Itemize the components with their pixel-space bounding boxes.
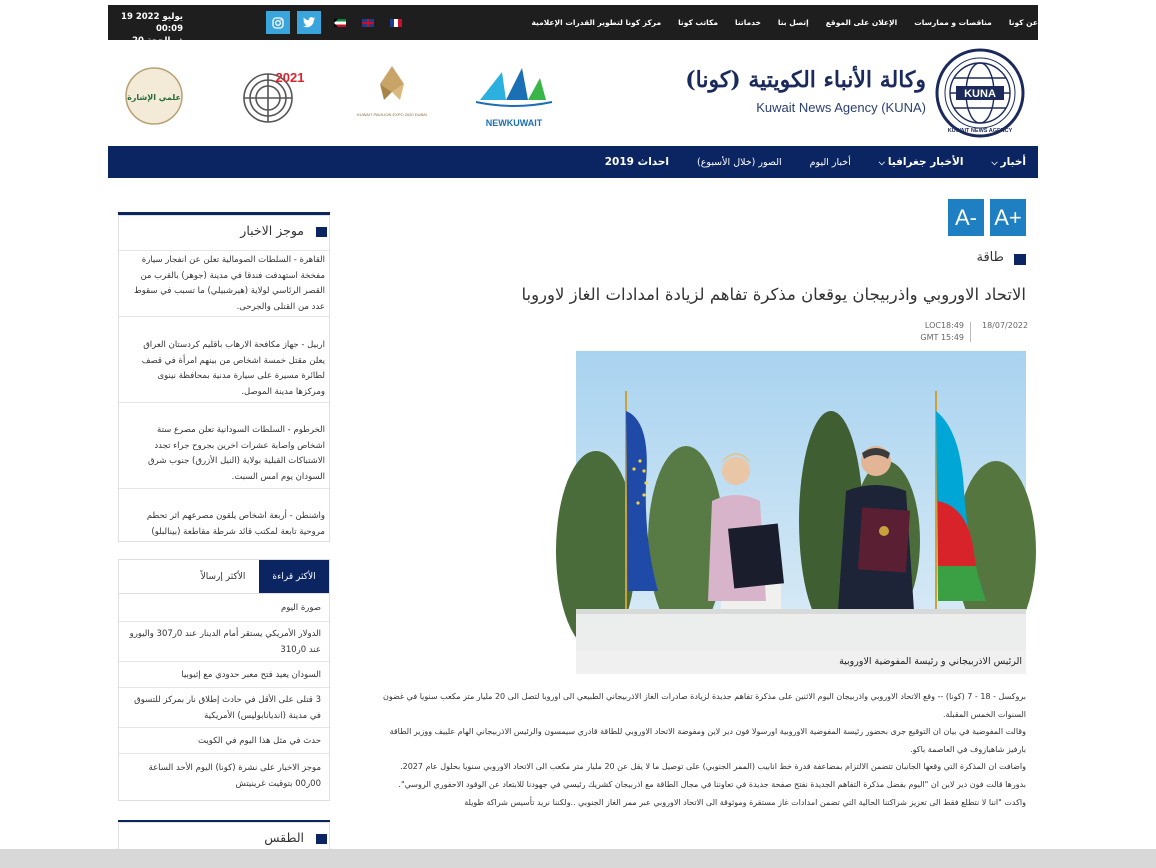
tab-most-read[interactable]: الأكثر قراءة (259, 560, 329, 594)
flag-kuwait-icon[interactable] (334, 19, 346, 27)
trending-list (118, 593, 330, 801)
brief-item[interactable]: واشنطن - أربعة اشخاص يلقون مصرعهم اثر تحطم مروحية تابعة لمكتب قائد شرطة مقاطعة (بينالبلو) (146, 511, 325, 537)
horizontal-scrollbar[interactable] (0, 849, 1156, 868)
chevron-down-icon: ⌵ (878, 158, 885, 167)
expo-text: KUWAIT PAVILION EXPO 2020 DUBAI (357, 112, 427, 117)
divider (119, 488, 329, 489)
2021-text: 2021 (275, 70, 305, 85)
trending-item[interactable]: الدولار الأمريكي يستقر أمام الدينار عند 0ر307 واليورو عند 0ر310 (119, 622, 329, 662)
top-link-contact[interactable]: إتصل بنا (777, 18, 809, 27)
divider (119, 316, 329, 317)
diwan-logo[interactable] (124, 66, 184, 130)
twitter-icon[interactable] (297, 11, 321, 34)
site-header (108, 40, 1038, 146)
agency-name-ar: وكالة الأنباء الكويتية (كونا) (685, 67, 926, 93)
article-paragraph: بدورها قالت فون دير لاين ان "اليوم بفضل مذكرة التفاهم الجديدة نفتح صفحة جديدة في تعاوننا في مجال الطاقة مع اذربيجان كشريك رئيسي في جهودنا للابتعاد عن الوقود الاحفوري الروسي". (398, 779, 1026, 789)
article-body (378, 688, 1026, 811)
trending-item[interactable]: موجز الاخبار على نشرة (كونا) اليوم الأحد الساعة 00ر00 بتوقيت غرينيتش (148, 763, 321, 789)
diwan-text: علمي الإشارة (127, 93, 181, 102)
nav-today-news[interactable]: أخبار اليوم (809, 156, 851, 168)
kuna-ring-text: KUWAIT NEWS AGENCY (947, 128, 1013, 134)
increase-font-button[interactable]: A+ (990, 199, 1026, 236)
top-link-offices[interactable]: مكاتب كونا (678, 18, 718, 27)
top-link-tenders[interactable]: مناقصات و ممارسات (914, 18, 992, 27)
divider (119, 250, 329, 251)
nav-news[interactable]: ⌵ أخبار (991, 156, 1026, 168)
decrease-font-button[interactable]: A- (948, 199, 984, 236)
photo-caption: الرئيس الاذربيجاني و رئيسة المفوضية الاوروبية (839, 656, 1022, 667)
brief-item[interactable]: الخرطوم - السلطات السودانية تعلن مصرع ستة اشخاص واصابة عشرات اخرين بجروح جراء تجدد الاشتباكات القبلية بولاية (النيل الأزرق) جنوب شرق السودان يوم امس السبت. (148, 425, 325, 482)
kuna-logo[interactable] (934, 48, 1026, 138)
divider (119, 402, 329, 403)
chevron-down-icon: ⌵ (991, 158, 998, 167)
top-link-advertise[interactable]: الإعلان على الموقع (825, 18, 898, 27)
news-brief-header (119, 216, 329, 250)
main-navigation (108, 146, 1038, 178)
top-link-about[interactable]: عن كونا (1008, 18, 1038, 27)
top-links (514, 5, 1038, 40)
category-label: طاقة (976, 250, 1004, 265)
2021-logo[interactable] (238, 66, 305, 132)
photo-caption-bar (576, 651, 1026, 674)
trending-item[interactable]: 3 قتلى على الأقل في حادث إطلاق نار بمركز للتسوق في مدينة (انديانابوليس) الأمريكية (119, 688, 329, 728)
nav-weekly-photos[interactable]: الصور (خلال الأسبوع) (697, 156, 782, 168)
section-marker (316, 227, 327, 237)
article-headline: الاتحاد الاوروبي واذربيجان يوقعان مذكرة تفاهم لزيادة امدادات الغاز لاوروبا (521, 285, 1026, 304)
nav-events-2019[interactable]: احداث 2019 (604, 156, 670, 168)
trending-item[interactable]: حدث في مثل هذا اليوم في الكويت (119, 728, 329, 754)
flag-uk-icon[interactable] (362, 19, 374, 27)
trending-item[interactable]: صورة اليوم (119, 594, 329, 622)
article-paragraph: بروكسل - 18 - 7 (كونا) -- وقع الاتحاد الاوروبي واذربيجان اليوم الاثنين على مذكرة تفاهم جديدة لزيادة صادرات الغاز الاذربيجاني الطبيعي الى اوروبا لتصل الى 20 مليار متر مكعب سنويا في غضون السنوات الخمس المقبلة. (382, 692, 1026, 719)
article-paragraph: وقالت المفوضية في بيان ان التوقيع جرى بحضور رئيسة المفوضية الاوروبية اورسولا فون دير لاين ومفوضة الاتحاد الاوروبي للطاقة قادري سيمسون والرئيس الاذربيجاني الهام علييف ووزير الطاقة بارفيز شاهبازوف في العاصمة باكو. (389, 727, 1026, 754)
top-link-training[interactable]: مركز كونا لتطوير القدرات الإعلامية (531, 18, 662, 27)
agency-name-en: Kuwait News Agency (KUNA) (756, 100, 926, 115)
article-photo[interactable] (576, 351, 1026, 651)
instagram-icon[interactable] (266, 11, 290, 34)
popular-tabs (118, 559, 330, 593)
weather-title: الطقس (264, 830, 304, 845)
article-time (918, 320, 964, 344)
time-local: LOC18:49 (924, 321, 964, 330)
newkuwait-logo[interactable] (472, 58, 556, 134)
flag-france-icon[interactable] (390, 19, 402, 27)
newkuwait-text: NEWKUWAIT (485, 118, 543, 128)
kuna-badge-text: KUNA (964, 88, 996, 100)
time-gmt: GMT 15:49 (920, 333, 964, 342)
tab-most-sent[interactable]: الأكثر إرسالاً (200, 572, 246, 582)
brief-item[interactable]: القاهرة - السلطات الصومالية تعلن عن انفجار سيارة مفخخة استهدفت فندقا في مدينة (جوهر) بالقرب من القصر الرئاسي لولاية (هيرشبيلي) ما تسبب في سقوط عدد من القتلى والجرحى. (133, 255, 325, 312)
category-marker (1014, 254, 1026, 265)
article-paragraph: واضافت ان المذكرة التي وقعها الجانبان تتضمن الالتزام بمضاعفة قدرة خط انابيب (الممر الجنوبي) على توصيل ما لا يقل عن 20 مليار متر مكعب الى الاتحاد الاوروبي سنويا بحلول عام 2027. (400, 762, 1026, 772)
brief-item[interactable]: اربيل - جهاز مكافحة الارهاب باقليم كردستان العراق يعلن مقتل خمسة اشخاص من بينهم امرأة في قصف لطائرة مسيرة على سيارة مدنية بمحافظة نينوى ومركزها مدينة الموصل. (141, 340, 325, 397)
article-paragraph: واكدت "اننا لا نتطلع فقط الى تعزيز شراكتنا الحالية التي تضمن امدادات غاز مستقرة وموثوقة الى الاتحاد الاوروبي عبر ممر الغاز الجنوبي ..ولكننا نريد تأسيس شراكة طويلة (464, 797, 1026, 807)
nav-geo-news[interactable]: ⌵ الأخبار جغرافيا (878, 156, 964, 168)
meta-divider (970, 322, 971, 342)
trending-item[interactable]: السودان يعيد فتح معبر حدودي مع إثيوبيا (119, 662, 329, 688)
section-marker (316, 834, 327, 844)
article-date: 18/07/2022 (982, 321, 1029, 330)
top-bar (0, 0, 1156, 40)
news-brief-box (118, 215, 330, 542)
top-bar-inner (108, 5, 1038, 40)
article-category[interactable] (940, 250, 1026, 268)
top-link-services[interactable]: خدماتنا (735, 18, 761, 27)
news-brief-title: موجز الاخبار (240, 223, 304, 238)
expo-logo[interactable] (357, 62, 427, 130)
gregorian-date: 19 يوليو 2022 00:09 (121, 12, 183, 34)
